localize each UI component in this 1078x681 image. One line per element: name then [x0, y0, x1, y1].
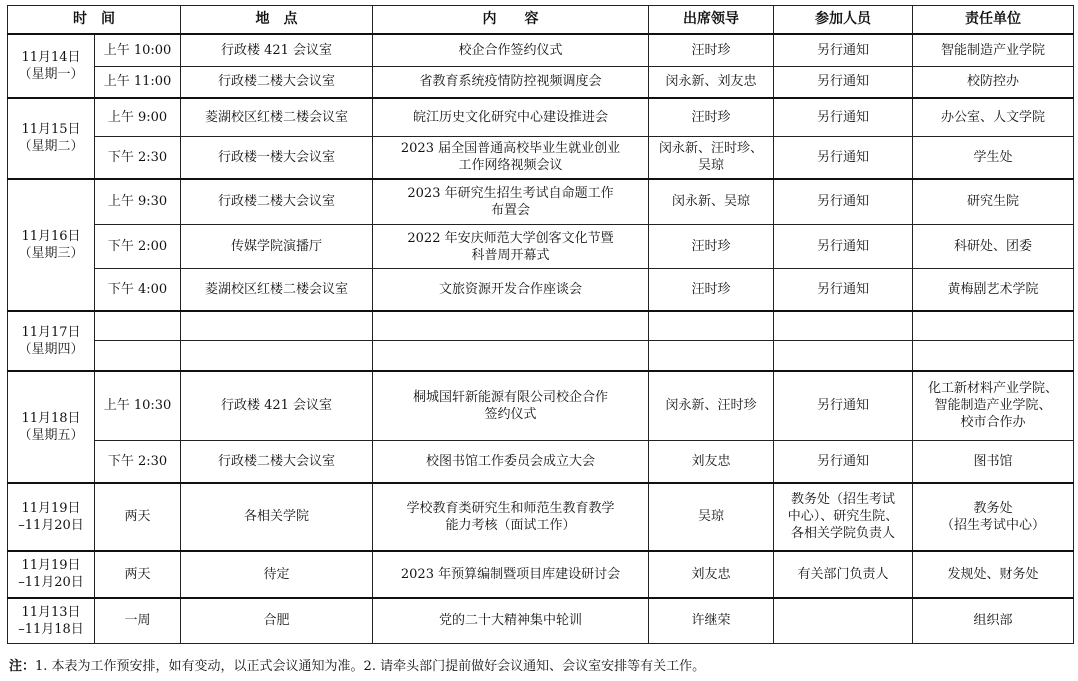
table-row — [8, 371, 1074, 441]
time-cell: 下午 2:30 — [95, 137, 181, 179]
leader-cell: 闵永新、汪时珍 — [649, 371, 774, 441]
time-cell: 上午 10:00 — [95, 34, 181, 67]
attendees-cell: 另行通知 — [774, 67, 913, 98]
content-cell: 2023 届全国普通高校毕业生就业创业 工作网络视频会议 — [373, 137, 649, 179]
content-cell: 校企合作签约仪式 — [373, 34, 649, 67]
unit-cell: 发规处、财务处 — [913, 551, 1074, 598]
time-cell: 两天 — [95, 483, 181, 551]
table-row — [8, 311, 1074, 341]
location-cell: 行政楼二楼大会议室 — [181, 441, 373, 483]
header-row — [8, 6, 1074, 34]
unit-cell: 黄梅剧艺术学院 — [913, 269, 1074, 311]
unit-cell — [913, 341, 1074, 371]
content-cell: 学校教育类研究生和师范生教育教学 能力考核（面试工作） — [373, 483, 649, 551]
table-row — [8, 483, 1074, 551]
attendees-cell: 另行通知 — [774, 98, 913, 137]
date-cell: 11月17日 （星期四） — [8, 311, 95, 371]
footnote — [9, 658, 705, 675]
content-cell — [373, 311, 649, 341]
header-unit: 责任单位 — [913, 6, 1074, 34]
leader-cell: 汪时珍 — [649, 34, 774, 67]
attendees-cell: 有关部门负责人 — [774, 551, 913, 598]
leader-cell: 汪时珍 — [649, 98, 774, 137]
attendees-cell — [774, 311, 913, 341]
table-row — [8, 34, 1074, 67]
content-cell: 文旅资源开发合作座谈会 — [373, 269, 649, 311]
time-cell: 上午 10:30 — [95, 371, 181, 441]
table-row — [8, 179, 1074, 225]
content-cell: 党的二十大精神集中轮训 — [373, 598, 649, 644]
time-cell — [95, 311, 181, 341]
date-cell: 11月19日 –11月20日 — [8, 483, 95, 551]
location-cell: 行政楼二楼大会议室 — [181, 67, 373, 98]
leader-cell: 汪时珍 — [649, 269, 774, 311]
table-row — [8, 137, 1074, 179]
content-cell: 省教育系统疫情防控视频调度会 — [373, 67, 649, 98]
table-row — [8, 225, 1074, 269]
attendees-cell: 另行通知 — [774, 137, 913, 179]
date-cell: 11月18日 （星期五） — [8, 371, 95, 483]
table-row — [8, 551, 1074, 598]
unit-cell: 校防控办 — [913, 67, 1074, 98]
time-cell: 下午 4:00 — [95, 269, 181, 311]
unit-cell: 图书馆 — [913, 441, 1074, 483]
time-cell: 上午 9:30 — [95, 179, 181, 225]
location-cell: 行政楼一楼大会议室 — [181, 137, 373, 179]
unit-cell: 智能制造产业学院 — [913, 34, 1074, 67]
date-cell: 11月16日 （星期三） — [8, 179, 95, 311]
time-cell: 上午 11:00 — [95, 67, 181, 98]
content-cell: 校图书馆工作委员会成立大会 — [373, 441, 649, 483]
leader-cell: 闵永新、汪时珍、 吴琼 — [649, 137, 774, 179]
leader-cell: 许继荣 — [649, 598, 774, 644]
leader-cell: 刘友忠 — [649, 441, 774, 483]
location-cell: 传媒学院演播厅 — [181, 225, 373, 269]
table-row — [8, 269, 1074, 311]
leader-cell: 吴琼 — [649, 483, 774, 551]
leader-cell: 闵永新、吴琼 — [649, 179, 774, 225]
footnote-text: 1. 本表为工作预安排，如有变动，以正式会议通知为准。2. 请牵头部门提前做好会议通知、会议室安排等有关工作。 — [35, 659, 706, 674]
unit-cell: 组织部 — [913, 598, 1074, 644]
table-row — [8, 98, 1074, 137]
attendees-cell: 另行通知 — [774, 371, 913, 441]
unit-cell: 科研处、团委 — [913, 225, 1074, 269]
location-cell: 行政楼 421 会议室 — [181, 34, 373, 67]
unit-cell: 化工新材料产业学院、 智能制造产业学院、 校市合作办 — [913, 371, 1074, 441]
header-location: 地 点 — [181, 6, 373, 34]
attendees-cell: 另行通知 — [774, 441, 913, 483]
unit-cell: 研究生院 — [913, 179, 1074, 225]
attendees-cell — [774, 341, 913, 371]
leader-cell — [649, 341, 774, 371]
unit-cell: 学生处 — [913, 137, 1074, 179]
time-cell: 下午 2:00 — [95, 225, 181, 269]
location-cell: 菱湖校区红楼二楼会议室 — [181, 98, 373, 137]
content-cell — [373, 341, 649, 371]
content-cell: 2022 年安庆师范大学创客文化节暨 科普周开幕式 — [373, 225, 649, 269]
time-cell: 上午 9:00 — [95, 98, 181, 137]
header-time: 时 间 — [8, 6, 181, 34]
location-cell: 各相关学院 — [181, 483, 373, 551]
schedule-table — [7, 5, 1074, 644]
unit-cell: 教务处 （招生考试中心） — [913, 483, 1074, 551]
location-cell — [181, 341, 373, 371]
header-leader: 出席领导 — [649, 6, 774, 34]
header-content: 内 容 — [373, 6, 649, 34]
location-cell: 合肥 — [181, 598, 373, 644]
attendees-cell: 另行通知 — [774, 34, 913, 67]
content-cell: 桐城国轩新能源有限公司校企合作 签约仪式 — [373, 371, 649, 441]
table-row — [8, 441, 1074, 483]
leader-cell: 汪时珍 — [649, 225, 774, 269]
table-row — [8, 67, 1074, 98]
date-cell: 11月15日 （星期二） — [8, 98, 95, 179]
attendees-cell: 教务处（招生考试 中心）、研究生院、 各相关学院负责人 — [774, 483, 913, 551]
attendees-cell: 另行通知 — [774, 269, 913, 311]
date-cell: 11月13日 –11月18日 — [8, 598, 95, 644]
unit-cell: 办公室、人文学院 — [913, 98, 1074, 137]
footnote-label: 注： — [9, 659, 36, 674]
attendees-cell — [774, 598, 913, 644]
time-cell: 两天 — [95, 551, 181, 598]
content-cell: 皖江历史文化研究中心建设推进会 — [373, 98, 649, 137]
attendees-cell: 另行通知 — [774, 225, 913, 269]
header-attendees: 参加人员 — [774, 6, 913, 34]
location-cell: 行政楼 421 会议室 — [181, 371, 373, 441]
time-cell — [95, 341, 181, 371]
location-cell: 待定 — [181, 551, 373, 598]
location-cell: 行政楼二楼大会议室 — [181, 179, 373, 225]
table-row — [8, 341, 1074, 371]
table-row — [8, 598, 1074, 644]
location-cell: 菱湖校区红楼二楼会议室 — [181, 269, 373, 311]
date-cell: 11月14日 （星期一） — [8, 34, 95, 98]
time-cell: 下午 2:30 — [95, 441, 181, 483]
leader-cell: 闵永新、刘友忠 — [649, 67, 774, 98]
date-cell: 11月19日 –11月20日 — [8, 551, 95, 598]
content-cell: 2023 年研究生招生考试自命题工作 布置会 — [373, 179, 649, 225]
location-cell — [181, 311, 373, 341]
leader-cell: 刘友忠 — [649, 551, 774, 598]
attendees-cell: 另行通知 — [774, 179, 913, 225]
unit-cell — [913, 311, 1074, 341]
leader-cell — [649, 311, 774, 341]
content-cell: 2023 年预算编制暨项目库建设研讨会 — [373, 551, 649, 598]
time-cell: 一周 — [95, 598, 181, 644]
